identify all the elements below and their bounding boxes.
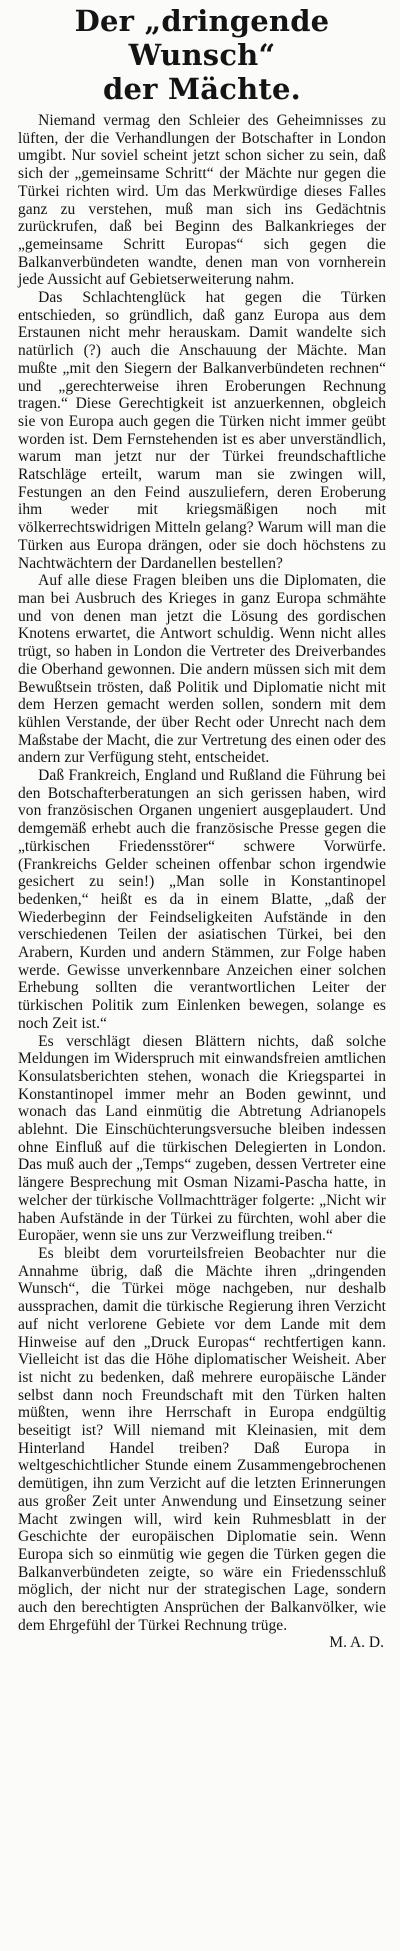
article-paragraph-1: Niemand vermag den Schleier des Geheimnisses zu lüften, der die Verhandlungen der Botschafter in London umgibt. Nur soviel scheint jetzt schon sicher zu sein, daß sich der „gemeinsame Schritt“ der Mächte nur gegen die Türkei richten wird. Um das Merkwürdige dieses Falles ganz zu verstehen, muß man sich ins Gedächtnis zurückrufen, daß bei Beginn des Balkankrieges der „gemeinsame Schritt Europas“ sich gegen die Balkanverbündeten wandte, denen man von vornherein jede Aussicht auf Gebietserweiterung nahm. bbox=[18, 112, 386, 289]
article-paragraph-6: Es bleibt dem vorurteilsfreien Beobachter nur die Annahme übrig, daß die Mächte ihren „dringenden Wunsch“, die Türkei möge nachgeben, nur deshalb aussprachen, damit die türkische Regierung ihren Verzicht auf nicht verlorene Gebiete vor dem Lande mit dem Hinweise auf den „Druck Europas“ rechtfertigen kann. Vielleicht ist das die Höhe diplomatischer Weisheit. Aber ist nicht zu bedenken, daß mehrere europäische Länder selbst dann noch Freundschaft mit den Türken halten müßten, wenn ihre Herrschaft in Europa endgültig beseitigt ist? Will niemand mit Kleinasien, mit dem Hinterland Handel treiben? Daß Europa in weltgeschichtlicher Stunde einem Zusammengebrochenen demütigen, ihn zum Verzicht auf die letzten Erinnerungen aus großer Zeit unter Anwendung und Einsetzung seiner Macht zwingen will, wird kein Ruhmesblatt in der Geschichte der europäischen Diplomatie sein. Wenn Europa sich so einmütig wie gegen die Türken gegen die Balkanverbündeten zeigte, so wäre ein Friedensschluß möglich, der nicht nur der strategischen Lage, sondern auch den berechtigten Ansprüchen der Balkanvölker, wie dem Ehrgefühl der Türkei Rechnung trüge. bbox=[18, 1245, 386, 1634]
article-paragraph-3: Auf alle diese Fragen bleiben uns die Diplomaten, die man bei Ausbruch des Krieges in ganz Europa schmähte und von denen man jetzt die Lösung des gordischen Knotens erwartet, die Antwort schuldig. Wenn nicht alles trügt, so haben in London die Vertreter des Dreiverbandes die Oberhand gewonnen. Die andern müssen sich mit dem Bewußtsein trösten, daß Politik und Diplomatie nicht mit dem Herzen gemacht werden sollen, sondern mit dem kühlen Verstande, der über Recht oder Unrecht nach dem Maßstabe der Macht, die zur Vertretung des einen oder des andern zur Verfügung steht, entscheidet. bbox=[18, 572, 386, 767]
article-paragraph-4: Daß Frankreich, England und Rußland die Führung bei den Botschafterberatungen an sich gerissen haben, wird von französischen Organen ungeniert ausgeplaudert. Und demgemäß erhebt auch die französische Presse gegen die „türkischen Friedensstörer“ schwere Vorwürfe. (Frankreichs Gelder scheinen offenbar schon irgendwie gesichert zu sein!) „Man solle in Konstantinopel bedenken,“ heißt es da in einem Blatte, „daß der Wiederbeginn der Feindseligkeiten Aufstände in den verschiedenen Teilen der asiatischen Türkei, bei den Arabern, Kurden und andern Stämmen, zur Folge haben werde. Gewisse unverkennbare Anzeichen einer solchen Erhebung sollten die verantwortlichen Leiter der türkischen Politik zum Einlenken bewegen, solange es noch Zeit ist.“ bbox=[18, 767, 386, 1032]
article-body bbox=[18, 112, 386, 1652]
article-paragraph-2: Das Schlachtenglück hat gegen die Türken entschieden, so gründlich, daß ganz Europa aus dem Erstaunen nicht mehr herauskam. Damit wandelte sich natürlich (?) auch die Anschauung der Mächte. Man mußte „mit den Siegern der Balkanverbündeten rechnen“ und „gerechterweise ihren Eroberungen Rechnung tragen.“ Diese Gerechtigkeit ist anzuerkennen, obgleich sie von Europa auch gegen die Türken nicht immer geübt worden ist. Dem Fernstehenden ist es aber unverständlich, warum man jetzt nur der Türkei freundschaftliche Ratschläge erteilt, warum man sie zwingen will, Festungen an den Feind auszuliefern, deren Eroberung ihm weder mit kriegsmäßigen noch mit völkerrechtswidrigen Mitteln gelang? Warum will man die Türken aus Europa drängen, oder sie doch höchstens zu Nachtwächtern der Dardanellen bestellen? bbox=[18, 289, 386, 572]
article-paragraph-5: Es verschlägt diesen Blättern nichts, daß solche Meldungen im Widerspruch mit einwandsfreien amtlichen Konsulatsberichten stehen, wonach die Kriegspartei in Konstantinopel immer mehr an Boden gewinnt, und wonach das Land einmütig die Abtretung Adrianopels ablehnt. Die Einschüchterungsversuche bleiben indessen ohne Einfluß auf die türkischen Delegierten in London. Das muß auch der „Temps“ zugeben, dessen Vertreter eine längere Besprechung mit Osman Nizami-Pascha hatte, in welcher der türkische Vollmachtträger folgerte: „Nicht wir haben Aufstände in der Türkei zu fürchten, wohl aber die Europäer, wenn sie uns zur Verzweiflung treiben.“ bbox=[18, 1032, 386, 1245]
article-headline bbox=[18, 4, 386, 106]
headline-line-1: Der „dringende Wunsch“ bbox=[74, 4, 330, 72]
headline-line-2: der Mächte. bbox=[103, 72, 301, 106]
author-signature: M. A. D. bbox=[329, 1634, 384, 1652]
